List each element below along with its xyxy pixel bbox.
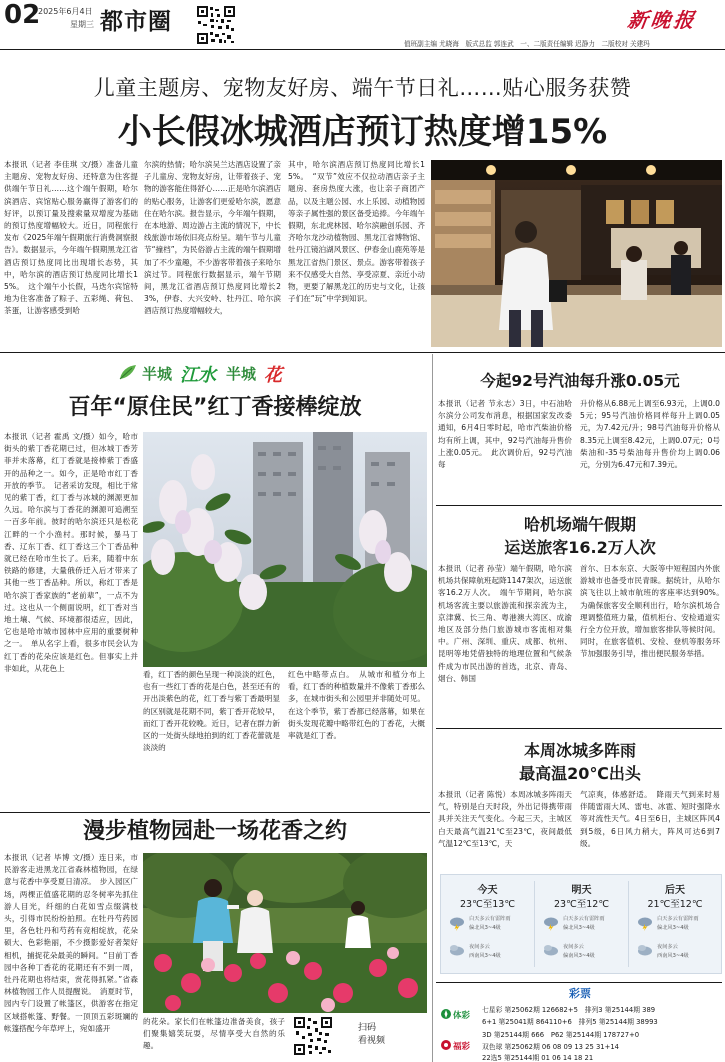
weather-title-line1: 本周冰城多阵雨 xyxy=(523,741,636,760)
lilac-column-mid: 看，红丁香的颜色呈现一种淡淡的红色，也有一些红丁香的花是白色，甚至还有的开出淡紫色的花，红丁香与紫丁香最明显的区别就是花期不同，紫丁香开花较早，而红丁香开花较晚。近日，记者在群力新区的一处街头绿地拍到的红丁香花蕾就是淡淡的 xyxy=(143,670,280,753)
forecast-day-1 xyxy=(441,875,534,973)
forecast-line1: 白天多云有雷阵雨 xyxy=(563,916,605,922)
thunderstorm-icon xyxy=(449,915,465,931)
cloudy-night-icon xyxy=(637,943,653,957)
forecast-line4: 偏南风3~4级 xyxy=(563,953,595,959)
forecast-temp: 23℃至13℃ xyxy=(459,899,515,910)
forecast-line2: 偏北风3~4级 xyxy=(469,925,501,931)
oil-column-left: 本报讯（记者 节永志）3日，中石油哈尔滨分公司发布消息，根据国家发改委通知，6月4日零时起，哈市汽柴油价格均有所上调，其中，92号汽油每升售价上涨0.05元。 此次调价后，92号汽油每 xyxy=(438,399,572,470)
fucai-label: 福彩 xyxy=(453,1042,471,1052)
qr-label-line2: 看视频 xyxy=(358,1036,386,1046)
weather-column-left: 本报讯（记者 陈悦）本周冰城多阵雨天气，特别是白天时段，外出记得携带雨具并关注天气变化。今起三天，主城区白天最高气温21℃至23℃，夜间最低气温12℃至13℃，天 xyxy=(438,790,572,848)
banner-half-city xyxy=(118,361,408,386)
tiyu-line-2: 6+1 第25041期 864110+6 排列5 第25144期 38993 xyxy=(482,1018,658,1026)
airport-title-line2: 运送旅客16.2万人次 xyxy=(504,538,656,557)
fucai-logo xyxy=(440,1037,478,1055)
banner-leaf-icon xyxy=(118,363,138,381)
forecast-line4: 西南风3~4级 xyxy=(469,953,501,959)
lilac-photo xyxy=(143,432,427,667)
editor-credits: 值班副主编 尤晓海 版式总监 郭连武 一、二版责任编辑 迟静力 二版校对 关建玛 xyxy=(404,40,650,48)
lead-title: 小长假冰城酒店预订热度增15% xyxy=(117,112,608,152)
banner-text-3: 半城 xyxy=(226,365,257,383)
banner-text-2: 江水 xyxy=(180,365,216,386)
thunderstorm-icon xyxy=(543,915,559,931)
page-number: 02 xyxy=(4,0,41,30)
thunderstorm-icon xyxy=(637,915,653,931)
qr-label-line1: 扫码 xyxy=(358,1023,377,1033)
welfare-lottery-icon xyxy=(440,1039,452,1051)
lead-subtitle: 儿童主题房、宠物友好房、端午节日礼……贴心服务获赞 xyxy=(93,76,632,100)
garden-title: 漫步植物园赴一场花香之约 xyxy=(82,819,347,844)
weather-title-line2: 最高温20℃出头 xyxy=(519,764,641,783)
forecast-line2: 偏北风3~4级 xyxy=(657,925,689,931)
cloudy-night-icon xyxy=(449,943,465,957)
forecast-line3: 夜间多云 xyxy=(469,944,490,950)
tiyu-label: 体彩 xyxy=(453,1011,471,1021)
section-name: 都市圈 xyxy=(100,9,172,35)
garden-column-left: 本报讯（记者 毕博 文/摄）连日来，市民游客走进黑龙江省森林植物园，在绿意与花香中享受夏日清凉。 步入园区广场，两棵正值盛花期的忍冬树率先抓住游人目光，纤细的白花如雪点缀满枝头，引得市民纷纷拍照。在牡丹芍药园里，各色牡丹和芍药有竞相绽放，花朵硕大、色彩艳丽，不少摄影爱好者架好相机，捕捉花朵最美的瞬间。“目前丁香园中各种丁香花的花期还有不到一周，牡丹花期也将结束，赏花得抓紧。”省森林植物园工作人员提醒说。 消夏时节，园内专门设置了帐篷区，供游客在指定区域搭帐篷、野餐。一顶顶五彩斑斓的帐篷搭配今年草坪上，宛如盛开 xyxy=(4,853,138,1033)
weather-column-right: 气凉爽，体感舒适。 降雨天气到来时易伴随雷雨大风、雷电、冰雹、短时强降水等对流性天气。4日至6日，主城区阵风4到5级，6日风力稍大，阵风可达6到7级。 xyxy=(580,790,720,848)
forecast-line3: 夜间多云 xyxy=(657,944,678,950)
hotel-lobby-photo xyxy=(431,160,722,347)
lilac-column-right: 红色中略带点白。 从城市和植分布上看，红丁香的种植数量并不像紫丁香那么多，在城市街头和公园里并非随处可见。在这个季节，紫丁香都已经落幕，如果在街头发现花瓣中略带红色的丁香花，大概率就是红丁香。 xyxy=(288,670,425,741)
lead-column-3: 其中，哈尔滨酒店预订热度同比增长15%。 “双节”效应不仅拉动酒店亲子主题房、套房热度大涨，也让亲子商团产品，以及主题公园、水上乐园、动植物园等亲子属性强的景区备受追捧。今年端午假期，东北虎林园、哈尔滨融创乐园、齐齐哈尔龙沙动植物园、黑龙江省博物馆、牡丹江镜泊湖风景区、伊春金山鹿苑等是黑龙江省热门景区、景点。游客带着孩子来不仅感受大自然、享受凉夏、亲近小动物，更要了解黑龙江的历史与文化，让孩子们在“玩”中学到知识。 xyxy=(288,160,425,304)
forecast-day-label: 今天 xyxy=(477,885,498,896)
banner-text-1: 半城 xyxy=(142,365,173,383)
fucai-line-2: 双色球 第25062期 06 08 09 13 25 31+14 xyxy=(482,1043,619,1051)
airport-column-left: 本报讯（记者 孙莹）端午假期，哈尔滨机场共保障航班起降1147架次，运送旅客16.2万人次。 端午节期间，哈尔滨机场客流主要以旅游流和探亲流为主，京津冀、长三角、粤港澳大湾区、成渝地区及部分热门旅游城市客流相对集中。广州、深圳、重庆、成都、杭州、昆明等地凭借独特的地理位置和气候条件成为市民出游的首选，北京、青岛、烟台、韩国 xyxy=(438,564,572,683)
garden-column-mid: 的花朵。家长们在帐篷边准备美食，孩子们聚集嬉笑玩耍，尽情享受大自然的乐趣。 xyxy=(143,1017,285,1051)
oil-title: 今起92号汽油每升涨0.05元 xyxy=(480,372,680,390)
forecast-temp: 23℃至12℃ xyxy=(553,899,609,910)
forecast-day-2 xyxy=(535,875,628,973)
issue-weekday: 星期三 xyxy=(70,20,94,29)
lilac-bottom-rule xyxy=(0,812,430,813)
forecast-line2: 偏北风3~4级 xyxy=(563,925,595,931)
issue-date: 2025年6月4日 xyxy=(38,7,93,16)
forecast-panel xyxy=(440,874,722,974)
right-column-divider xyxy=(432,354,433,1062)
header-qr-code xyxy=(196,5,236,45)
forecast-line1: 白天多云有雷阵雨 xyxy=(469,916,511,922)
banner-text-4: 花 xyxy=(264,365,282,386)
airport-column-right: 首尔、日本东京、大阪等中短程国内外旅游城市也备受市民青睐。据统计，从哈尔滨飞往以上城市航班的客座率达到90%。 为确保旅客安全顺利出行，哈尔滨机场合理调整值班力量，值机柜台、安检通道实行全方位开放，增加旅客排队等候时间。同时，在旅客值机、安检、登机等服务环节加强服务引导，推出便民服务举措。 xyxy=(580,564,720,659)
forecast-day-label: 明天 xyxy=(571,885,592,896)
header-rule xyxy=(0,49,725,50)
forecast-day-3 xyxy=(629,875,721,973)
lottery-top-rule xyxy=(436,982,722,983)
airport-title-line1: 哈机场端午假期 xyxy=(523,515,636,534)
forecast-temp: 21℃至12℃ xyxy=(647,899,703,910)
garden-photo xyxy=(143,853,427,1013)
sports-lottery-icon xyxy=(440,1008,452,1020)
lead-column-1: 本报讯（记者 李佳琪 文/摄）准备儿童主题房、宠物友好房、还特意为住客提供端午节日礼……这个端午假期，哈尔滨酒店、宾馆贴心服务赢得了游客们的好评，以预订量及搜索量双增度为基础的预订热度增幅较大。近日，同程旅行发布《2025年端午假期旅行消费洞察报告》。数据显示，今年端午假期黑龙江省酒店预订热度同比出现增长态势，其中，哈尔滨的酒店预订热度同比增长15%。 这个端午小长假，马迭尔宾馆特地为住客准备了粽子、五彩绳、荷包、茶蛋，让游客感受到哈 xyxy=(4,160,138,316)
garden-qr-code xyxy=(293,1016,333,1056)
airport-bottom-rule xyxy=(436,728,722,729)
lead-column-2: 尔滨的热情；哈尔滨吴兰达酒店设置了亲子儿童房、宠物友好房，让带着孩子、宠物的游客能住得舒心……正是哈尔滨酒店的贴心服务，让游客们更爱哈尔滨，愿意住在哈尔滨。报告显示，今年端午假期，在本地游、周边游占主流的情况下，中长线旅游市场依旧亮点纷呈。端午节与儿童节“撞档”，为民俗游占主流的端午假期增加了不少童趣，不少游客带着孩子来哈尔滨过节。同程旅行数据显示，端午节期间，黑龙江省酒店预订热度同比增长23%，伊春、大兴安岭、牡丹江、哈尔滨酒店预订热度增幅较大， xyxy=(144,160,281,316)
tiyu-line-1: 七星彩 第25062期 126682+5 排列3 第25144期 389 xyxy=(482,1006,656,1014)
oil-bottom-rule xyxy=(436,505,722,506)
forecast-day-label: 后天 xyxy=(665,885,685,896)
lilac-title: 百年“原住民”红丁香接棒绽放 xyxy=(68,395,362,420)
forecast-line1: 白天多云有雷阵雨 xyxy=(657,916,699,922)
masthead-logo: 新晚报 xyxy=(626,8,699,32)
tiyu-logo xyxy=(440,1006,478,1024)
lottery-title: 彩票 xyxy=(569,987,591,1000)
oil-column-right: 升价格从6.88元上调至6.93元，上调0.05元；95号汽油价格同样每升上调0.05元，为7.42元/升；98号汽油每升价格从8.35元上调至8.42元，上调0.07元；0号柴油和-35号柴油每升售价均上调0.06元，分别为6.47元和7.39元。 xyxy=(580,399,720,470)
lead-bottom-rule xyxy=(0,352,725,353)
fucai-line-1: 3D 第25144期 666 P62 第25144期 178727+0 xyxy=(482,1031,640,1039)
cloudy-night-icon xyxy=(543,943,559,957)
fucai-line-3: 22选5 第25144期 01 06 14 18 21 xyxy=(482,1054,594,1062)
forecast-line3: 夜间多云 xyxy=(563,944,584,950)
lilac-column-left: 本报讯（记者 霍禹 文/摄）如今，哈市街头的紫丁香花期已过，但冰城丁香芳菲并未落幕，红丁香就是接棒紫丁香盛开的品种之一。如今，正是哈市红丁香开放的季节。 记者采访发现，相比于常见的紫丁香，红丁香与冰城的渊源更加久远。哈尔滨与丁香花的渊源可追溯至一百多年前。彼时的哈尔滨还只是松花江畔的一个小渔村。那时候，暴马丁香、辽东丁香、红丁香这三个丁香品种就已经在哈市生长了。后来，随着中东铁路的修建，大量俄侨迁入后才带来了其他一些丁香品种。所以，称红丁香是哈尔滨丁香家族的“老前辈”，一点不为过。这也从一个侧面说明，红丁香对当地土壤、气候、环境都很适应，因此，它也是哈市城市园林中应用的重要树种之一。 单从名字上看，很多市民会认为红丁香的花朵应该是红色。但事实上并非如此，从花色上 xyxy=(4,432,138,673)
forecast-line4: 西南风3~4级 xyxy=(657,953,689,959)
